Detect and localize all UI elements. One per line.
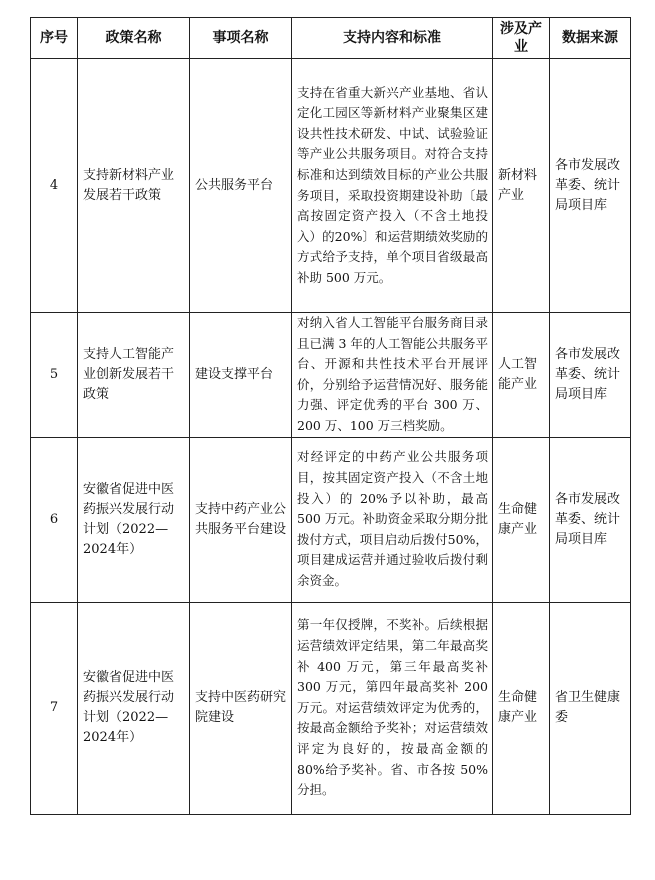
row-item-name: 支持中药产业公共服务平台建设 xyxy=(190,437,292,602)
row-content: 第一年仅授牌，不奖补。后续根据运营绩效评定结果，第二年最高奖补 400 万元，第三年最高奖补 300 万元，第四年最高奖补 200 万元。对运营绩效评定为优秀的，按最高金额给予奖补；对运营绩效评定为良好的，按最高金额的 80%给予奖补。省、市各按 50%分担。 xyxy=(292,602,493,814)
row-industry: 人工智能产业 xyxy=(493,313,550,438)
row-content: 对经评定的中药产业公共服务项目，按其固定资产投入（不含土地投入）的 20%予以补助，最高 500 万元。补助资金采取分期分批拨付方式，项目启动后拨付50%，项目建成运营并通过验收后拨付剩余资金。 xyxy=(292,437,493,602)
header-policy-name: 政策名称 xyxy=(78,18,190,59)
row-seq: 6 xyxy=(31,437,78,602)
row-data-source: 省卫生健康委 xyxy=(550,602,631,814)
row-item-name: 公共服务平台 xyxy=(190,59,292,313)
row-policy-name: 安徽省促进中医药振兴发展行动计划（2022—2024年） xyxy=(78,602,190,814)
row-policy-name: 支持人工智能产业创新发展若干政策 xyxy=(78,313,190,438)
header-data-source: 数据来源 xyxy=(550,18,631,59)
table-row xyxy=(31,602,631,814)
row-policy-name: 支持新材料产业发展若干政策 xyxy=(78,59,190,313)
header-content: 支持内容和标准 xyxy=(292,18,493,59)
row-seq: 7 xyxy=(31,602,78,814)
table-row xyxy=(31,59,631,313)
row-industry: 新材料产业 xyxy=(493,59,550,313)
row-data-source: 各市发展改革委、统计局项目库 xyxy=(550,313,631,438)
row-content: 对纳入省人工智能平台服务商目录且已满 3 年的人工智能公共服务平台、开源和共性技术平台开展评价，分别给予运营情况好、服务能力强、评定优秀的平台 300 万、200 万、100 万三档奖励。 xyxy=(292,313,493,438)
row-industry: 生命健康产业 xyxy=(493,602,550,814)
row-industry: 生命健康产业 xyxy=(493,437,550,602)
table-header-row xyxy=(31,18,631,59)
row-data-source: 各市发展改革委、统计局项目库 xyxy=(550,437,631,602)
header-seq: 序号 xyxy=(31,18,78,59)
table-row xyxy=(31,437,631,602)
row-content: 支持在省重大新兴产业基地、省认定化工园区等新材料产业聚集区建设共性技术研发、中试、试验验证等产业公共服务项目。对符合支持标准和达到绩效目标的产业公共服务项目，采取投资期建设补助〔最高按固定资产投入（不含土地投入）的20%〕和运营期绩效奖励的方式给予支持，单个项目省级最高补助 500 万元。 xyxy=(292,59,493,313)
row-seq: 5 xyxy=(31,313,78,438)
header-item-name: 事项名称 xyxy=(190,18,292,59)
row-seq: 4 xyxy=(31,59,78,313)
table-row xyxy=(31,313,631,438)
row-item-name: 建设支撑平台 xyxy=(190,313,292,438)
policy-table xyxy=(30,17,631,815)
row-item-name: 支持中医药研究院建设 xyxy=(190,602,292,814)
header-industry: 涉及产业 xyxy=(493,18,550,59)
row-data-source: 各市发展改革委、统计局项目库 xyxy=(550,59,631,313)
row-policy-name: 安徽省促进中医药振兴发展行动计划（2022—2024年） xyxy=(78,437,190,602)
